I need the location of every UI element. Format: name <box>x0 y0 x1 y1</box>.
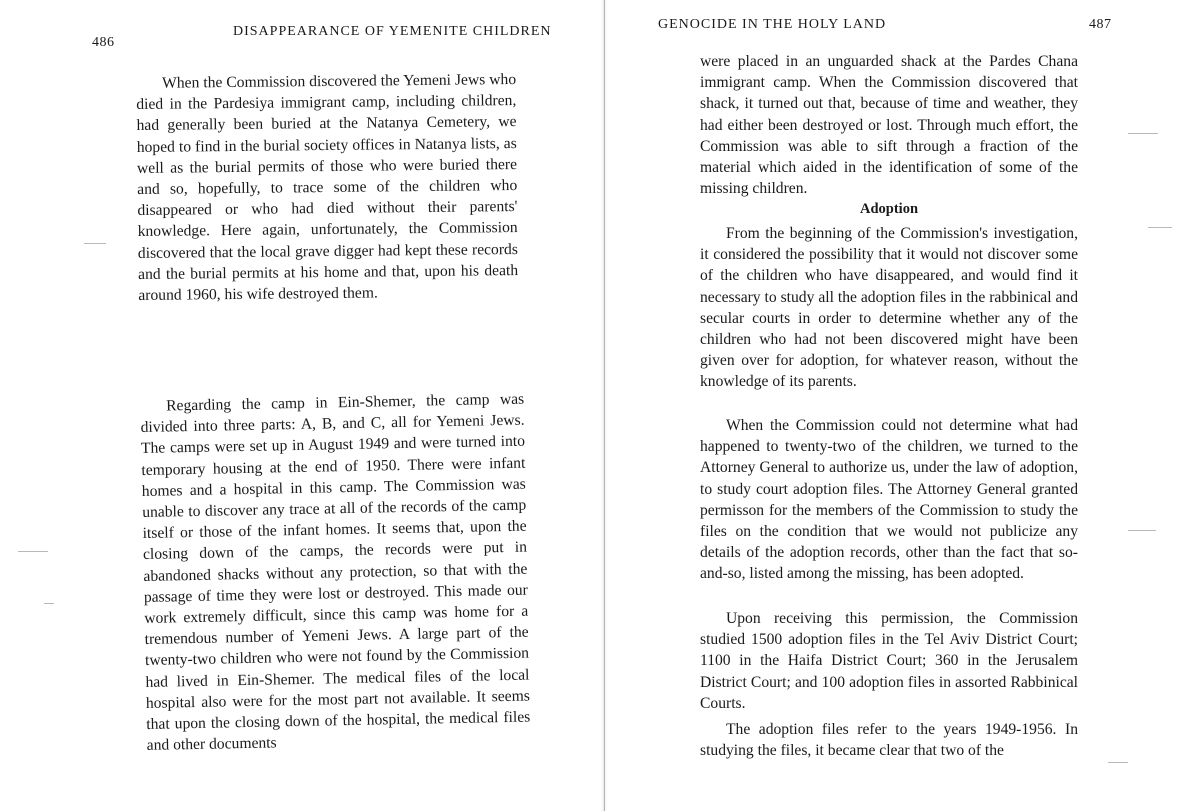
left-paragraph-2: Regarding the camp in Ein-Shemer, the camp was divided into three parts: A, B, and C, all for Yemeni Jews. The camps were set up in August 1949 and were turned into temporary housing at the end of 1950. There were infant homes and a hospital in this camp. The Commission was unable to discover any trace at all of the records of the camp itself or those of the infant homes. It seems that, upon the closing down of the camps, the records were put in abandoned shacks without any protection, so that with the passage of time they were lost or destroyed. This made our work extremely difficult, since this camp was home for a tremendous number of Yemeni Jews. A large part of the twenty-two children who were not found by the Commission had lived in Ein-Shemer. The medical files of the local hospital also were for the most part not available. It seems that upon the closing down of the hospital, the medical files and other documents <box>140 390 531 755</box>
right-running-head: GENOCIDE IN THE HOLY LAND <box>658 17 887 32</box>
right-paragraph-1: From the beginning of the Commission's investigation, it considered the possibility that it would not discover some of the children who have disappeared, and would find it necessary to study all the adoption files in the rabbinical and secular courts in order to determine whether any of the children who had not been discovered might have been given over for adoption, for whatever reason, without the knowledge of its parents. <box>700 225 1078 391</box>
scan-speck <box>84 243 106 244</box>
scan-speck <box>1128 530 1156 531</box>
right-paragraph-4: The adoption files refer to the years 1949-1956. In studying the files, it became clear that two of the <box>700 721 1078 760</box>
right-paragraph-2: When the Commission could not determine what had happened to twenty-two of the children, we turned to the Attorney General to authorize us, under the law of adoption, to study court adoption files. The Attorney General granted permisson for the members of the Commission to study the files on the condition that we would not publicize any details of the adoption records, other than the fact that so-and-so, listed among the missing, has been adopted. <box>700 417 1078 583</box>
book-gutter-line <box>604 0 605 811</box>
right-page <box>608 0 1183 811</box>
right-page-number: 487 <box>1089 17 1112 32</box>
left-page-number: 486 <box>92 35 115 50</box>
scan-speck <box>18 551 48 552</box>
left-paragraph-1: When the Commission discovered the Yemeni Jews who died in the Pardesiya immigrant camp, including children, had generally been buried at the Natanya Cemetery, we hoped to find in the burial society offices in Natanya lists, as well as the burial permits of those who were buried there and so, hopefully, to trace some of the children who disappeared or who had died without their parents' knowledge. Here again, unfortunately, the Commission discovered that the local grave digger had kept these records and the burial permits at his home and that, upon his death around 1960, his wife destroyed them. <box>136 71 519 305</box>
right-continuation-paragraph: were placed in an unguarded shack at the Pardes Chana immigrant camp. When the Commission discovered that shack, it turned out that, because of time and weather, they had either been destroyed or lost. Through much effort, the Commission was able to sift through a fraction of the material which aided in the identification of some of the missing children. <box>700 53 1078 198</box>
scan-speck <box>1148 227 1172 228</box>
scan-speck <box>1108 762 1128 763</box>
right-paragraph-3: Upon receiving this permission, the Commission studied 1500 adoption files in the Tel Aviv District Court; 1100 in the Haifa District Court; 360 in the Jerusalem District Court; and 100 adoption files in assorted Rabbinical Courts. <box>700 610 1078 712</box>
section-heading-adoption: Adoption <box>859 201 919 217</box>
scan-speck <box>1128 133 1158 134</box>
left-running-head: DISAPPEARANCE OF YEMENITE CHILDREN <box>233 24 552 39</box>
scan-speck <box>44 603 54 604</box>
